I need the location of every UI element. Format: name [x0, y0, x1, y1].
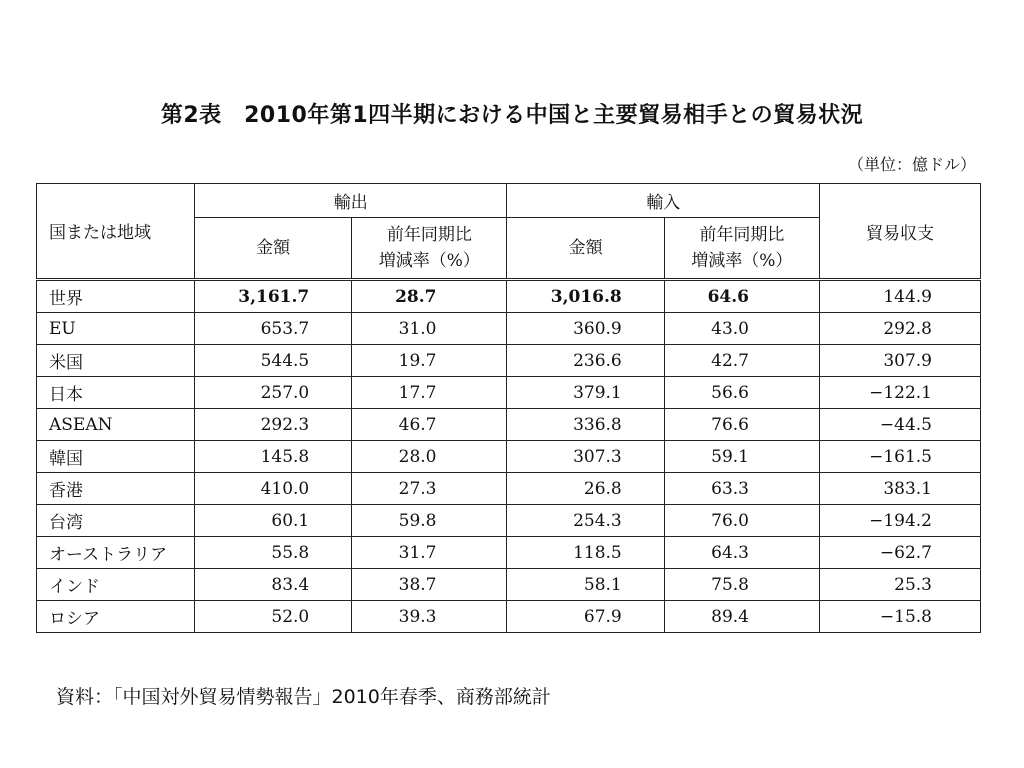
- region-cell: 米国: [37, 345, 195, 377]
- growth-header-line1: 前年同期比: [386, 225, 472, 245]
- table-row: [37, 441, 981, 473]
- region-cell: 台湾: [37, 505, 195, 537]
- import-amount-cell: 26.8: [507, 473, 664, 505]
- balance-cell: −122.1: [820, 377, 981, 409]
- table-row: [37, 377, 981, 409]
- balance-column-header: 貿易収支: [820, 184, 981, 280]
- region-cell: 世界: [37, 280, 195, 313]
- unit-label: （単位：億ドル）: [847, 155, 976, 174]
- export-group-header: 輸出: [195, 184, 507, 218]
- export-amount-cell: 3,161.7: [195, 280, 352, 313]
- export-growth-header: [352, 218, 507, 280]
- region-cell: ASEAN: [37, 409, 195, 441]
- export-growth-cell: 31.7: [352, 537, 507, 569]
- table-row: [37, 505, 981, 537]
- header-row-top: [37, 184, 981, 218]
- region-cell: 韓国: [37, 441, 195, 473]
- balance-cell: 144.9: [820, 280, 981, 313]
- import-amount-cell: 336.8: [507, 409, 664, 441]
- region-cell: オーストラリア: [37, 537, 195, 569]
- import-growth-cell: 42.7: [664, 345, 819, 377]
- balance-cell: −15.8: [820, 601, 981, 633]
- page-title: 第2表 2010年第1四半期における中国と主要貿易相手との貿易状況: [160, 103, 864, 128]
- table-row: [37, 345, 981, 377]
- import-growth-header: [664, 218, 819, 280]
- import-amount-cell: 118.5: [507, 537, 664, 569]
- table-row: [37, 280, 981, 313]
- export-amount-cell: 145.8: [195, 441, 352, 473]
- balance-cell: 383.1: [820, 473, 981, 505]
- import-amount-header: 金額: [507, 218, 664, 280]
- balance-cell: −62.7: [820, 537, 981, 569]
- export-growth-cell: 28.7: [352, 280, 507, 313]
- region-cell: EU: [37, 313, 195, 345]
- export-growth-cell: 17.7: [352, 377, 507, 409]
- export-growth-cell: 27.3: [352, 473, 507, 505]
- balance-cell: −161.5: [820, 441, 981, 473]
- table-row: [37, 409, 981, 441]
- export-amount-cell: 544.5: [195, 345, 352, 377]
- import-amount-cell: 360.9: [507, 313, 664, 345]
- export-amount-cell: 52.0: [195, 601, 352, 633]
- region-cell: 香港: [37, 473, 195, 505]
- import-growth-cell: 76.6: [664, 409, 819, 441]
- import-amount-cell: 58.1: [507, 569, 664, 601]
- region-cell: ロシア: [37, 601, 195, 633]
- balance-cell: −44.5: [820, 409, 981, 441]
- table-row: [37, 601, 981, 633]
- table-row: [37, 569, 981, 601]
- export-amount-cell: 257.0: [195, 377, 352, 409]
- import-amount-cell: 379.1: [507, 377, 664, 409]
- import-group-header: 輸入: [507, 184, 820, 218]
- import-growth-cell: 56.6: [664, 377, 819, 409]
- export-growth-cell: 38.7: [352, 569, 507, 601]
- export-growth-cell: 59.8: [352, 505, 507, 537]
- table-row: [37, 537, 981, 569]
- import-amount-cell: 254.3: [507, 505, 664, 537]
- export-amount-cell: 410.0: [195, 473, 352, 505]
- import-growth-cell: 89.4: [664, 601, 819, 633]
- export-amount-cell: 55.8: [195, 537, 352, 569]
- export-growth-cell: 28.0: [352, 441, 507, 473]
- export-growth-cell: 46.7: [352, 409, 507, 441]
- export-amount-header: 金額: [195, 218, 352, 280]
- balance-cell: 25.3: [820, 569, 981, 601]
- import-growth-cell: 76.0: [664, 505, 819, 537]
- growth-header-line2: 増減率（%）: [691, 251, 793, 271]
- import-growth-cell: 75.8: [664, 569, 819, 601]
- import-growth-cell: 43.0: [664, 313, 819, 345]
- import-amount-cell: 3,016.8: [507, 280, 664, 313]
- growth-header-line2: 増減率（%）: [378, 251, 480, 271]
- export-amount-cell: 60.1: [195, 505, 352, 537]
- balance-cell: 292.8: [820, 313, 981, 345]
- export-growth-cell: 39.3: [352, 601, 507, 633]
- table-body: [37, 280, 981, 633]
- table-row: [37, 313, 981, 345]
- import-amount-cell: 67.9: [507, 601, 664, 633]
- region-cell: 日本: [37, 377, 195, 409]
- import-amount-cell: 307.3: [507, 441, 664, 473]
- region-column-header: 国または地域: [37, 184, 195, 280]
- export-growth-cell: 19.7: [352, 345, 507, 377]
- region-cell: インド: [37, 569, 195, 601]
- import-growth-cell: 64.6: [664, 280, 819, 313]
- import-amount-cell: 236.6: [507, 345, 664, 377]
- balance-cell: 307.9: [820, 345, 981, 377]
- export-amount-cell: 83.4: [195, 569, 352, 601]
- balance-cell: −194.2: [820, 505, 981, 537]
- trade-table: [36, 183, 981, 633]
- source-note: 資料：「中国対外貿易情勢報告」2010年春季、商務部統計: [56, 686, 551, 708]
- growth-header-line1: 前年同期比: [699, 225, 785, 245]
- table-row: [37, 473, 981, 505]
- import-growth-cell: 59.1: [664, 441, 819, 473]
- export-growth-cell: 31.0: [352, 313, 507, 345]
- import-growth-cell: 63.3: [664, 473, 819, 505]
- export-amount-cell: 653.7: [195, 313, 352, 345]
- import-growth-cell: 64.3: [664, 537, 819, 569]
- export-amount-cell: 292.3: [195, 409, 352, 441]
